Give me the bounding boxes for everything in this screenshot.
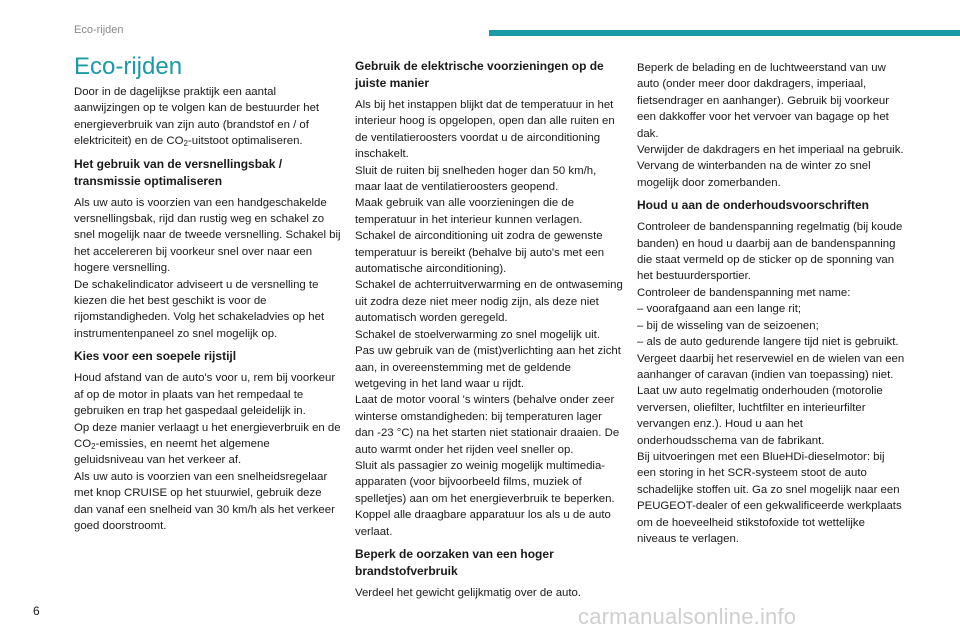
heading-electric-equipment: Gebruik de elektrische voorzieningen op de juiste manier <box>355 59 604 90</box>
list-item: – voorafgaand aan een lange rit; <box>637 301 905 317</box>
paragraph-spare-wheel: Vergeet daarbij het reservewiel en de wielen van een aanhanger of caravan (indien van toepassing) niet. <box>637 352 905 381</box>
paragraph-electric-9: Sluit als passagier zo weinig mogelijk multimedia-apparaten (voor bijvoorbeeld films, muziek of spelletjes) aan om het energieverbruik te beperken. <box>355 459 615 505</box>
heading-smooth-driving: Kies voor een soepele rijstijl <box>74 349 237 364</box>
paragraph-weight: Verdeel het gewicht gelijkmatig over de auto. <box>355 586 582 599</box>
paragraph-gearbox-1: Als uw auto is voorzien van een handgeschakelde versnellingsbak, rijd dan rustig weg en schakel zo snel mogelijk naar de tweede versnelling. Schakel bij het accelereren bij voorkeur snel over naar een hogere versnelling. <box>74 196 341 275</box>
paragraph-smooth-3: Als uw auto is voorzien van een snelheidsregelaar met knop CRUISE op het stuurwiel, gebruik deze dan vanaf een snelheid van 30 km/h als het verkeer goed doorstroomt. <box>74 470 335 532</box>
paragraph-electric-8: Laat de motor vooral 's winters (behalve onder zeer winterse omstandigheden: bij temperaturen lager dan -23 °C) na het starten niet stationair draaien. De auto warmt onder het rijden veel sneller op. <box>355 394 620 456</box>
paragraph-electric-7: Pas uw gebruik van de (mist)verlichting aan het zicht aan, in overeenstemming met de geldende wetgeving in het land waar u rijdt. <box>355 345 621 390</box>
paragraph-electric-2: Sluit de ruiten bij snelheden hoger dan 50 km/h, maar laat de ventilatieroosters geopend. <box>355 164 597 194</box>
section-header-label: Eco-rijden <box>74 24 124 36</box>
paragraph-smooth-1: Houd afstand van de auto's voor u, rem bij voorkeur af op de motor in plaats van het rempedaal te gebruiken en trap het gaspedaal geleidelijk in. <box>74 372 336 418</box>
header-accent-bar <box>489 30 960 36</box>
column-middle <box>355 58 623 601</box>
heading-gearbox: Het gebruik van de versnellingsbak / transmissie optimaliseren <box>74 156 283 188</box>
paragraph-electric-1: Als bij het instappen blijkt dat de temperatuur in het interieur hoog is opgelopen, open dan alle ruiten en de ventilatieroosters voordat u de airconditioning inschakelt. <box>355 99 615 161</box>
tyre-check-list <box>637 301 905 350</box>
paragraph-gearbox-2: De schakelindicator adviseert u de versnelling te kiezen die het best geschikt is voor de rijomstandigheden. Volg het schakeladvies op het instrumentenpaneel zo snel mogelijk op. <box>74 278 325 340</box>
page-title: Eco-rijden <box>74 53 183 80</box>
column-left <box>74 52 342 534</box>
heading-maintenance: Houd u aan de onderhoudsvoorschriften <box>637 198 870 213</box>
column-right <box>637 60 905 547</box>
paragraph-electric-5: Schakel de achterruitverwarming en de ontwaseming uit zodra deze niet meer nodig zijn, als deze niet automatisch worden geregeld. <box>355 279 623 325</box>
paragraph-load-3: Vervang de winterbanden na de winter zo snel mogelijk door zomerbanden. <box>637 160 871 189</box>
watermark-text: carmanualsonline.info <box>578 604 797 629</box>
list-item: – bij de wisseling van de seizoenen; <box>637 318 905 334</box>
paragraph-service: Laat uw auto regelmatig onderhouden (motorolie verversen, oliefilter, luchtfilter en interieurfilter vervangen enz.). Houd u aan het onderhoudsschema van de fabrikant. <box>637 385 883 447</box>
list-item: – als de auto gedurende langere tijd niet is gebruikt. <box>637 334 905 350</box>
paragraph-smooth-2: Op deze manier verlaagt u het energieverbruik en de $CO_2$-emissies, en neemt het algemene geluidsniveau van het verkeer af. <box>74 421 341 467</box>
paragraph-tyre-pressure: Controleer de bandenspanning regelmatig (bij koude banden) en houd u daarbij aan de bandenspanning die staat vermeld op de sticker op de sponning van het bestuurdersportier. <box>637 221 903 283</box>
heading-consumption-causes: Beperk de oorzaken van een hoger brandstofverbruik <box>355 546 554 578</box>
paragraph-load-2: Verwijder de dakdragers en het imperiaal na gebruik. <box>637 144 904 157</box>
paragraph-load-1: Beperk de belading en de luchtweerstand van uw auto (onder meer door dakdragers, imperiaal, fietsendrager en aanhanger). Gebruik bij voorkeur een dakkoffer voor het vervoer van bagage op het dak. <box>637 62 890 140</box>
paragraph-bluehdi: Bij uitvoeringen met een BlueHDi-dieselmotor: bij een storing in het SCR-systeem stoot de auto schadelijke stoffen uit. Ga zo snel mogelijk naar een PEUGEOT-dealer of een gekwalificeerde werkplaats om de hoeveelheid stikstofoxide tot wettelijke niveaus te verlagen. <box>637 450 902 545</box>
intro-paragraph: Door in de dagelijkse praktijk een aantal aanwijzingen op te volgen kan de bestuurder het energieverbruik van zijn auto (brandstof en / of elektriciteit) en de $CO_2$-uitstoot optimaliseren. <box>74 86 320 149</box>
paragraph-electric-3: Maak gebruik van alle voorzieningen die de temperatuur in het interieur kunnen verlagen. <box>355 197 583 226</box>
paragraph-electric-10: Koppel alle draagbare apparatuur los als u de auto verlaat. <box>355 509 611 538</box>
page-number: 6 <box>33 604 40 618</box>
paragraph-electric-6: Schakel de stoelverwarming zo snel mogelijk uit. <box>355 328 601 341</box>
paragraph-electric-4: Schakel de airconditioning uit zodra de gewenste temperatuur is bereikt (behalve bij auto's met een automatische airconditioning). <box>355 230 605 276</box>
paragraph-tyre-check: Controleer de bandenspanning met name: <box>637 286 851 299</box>
